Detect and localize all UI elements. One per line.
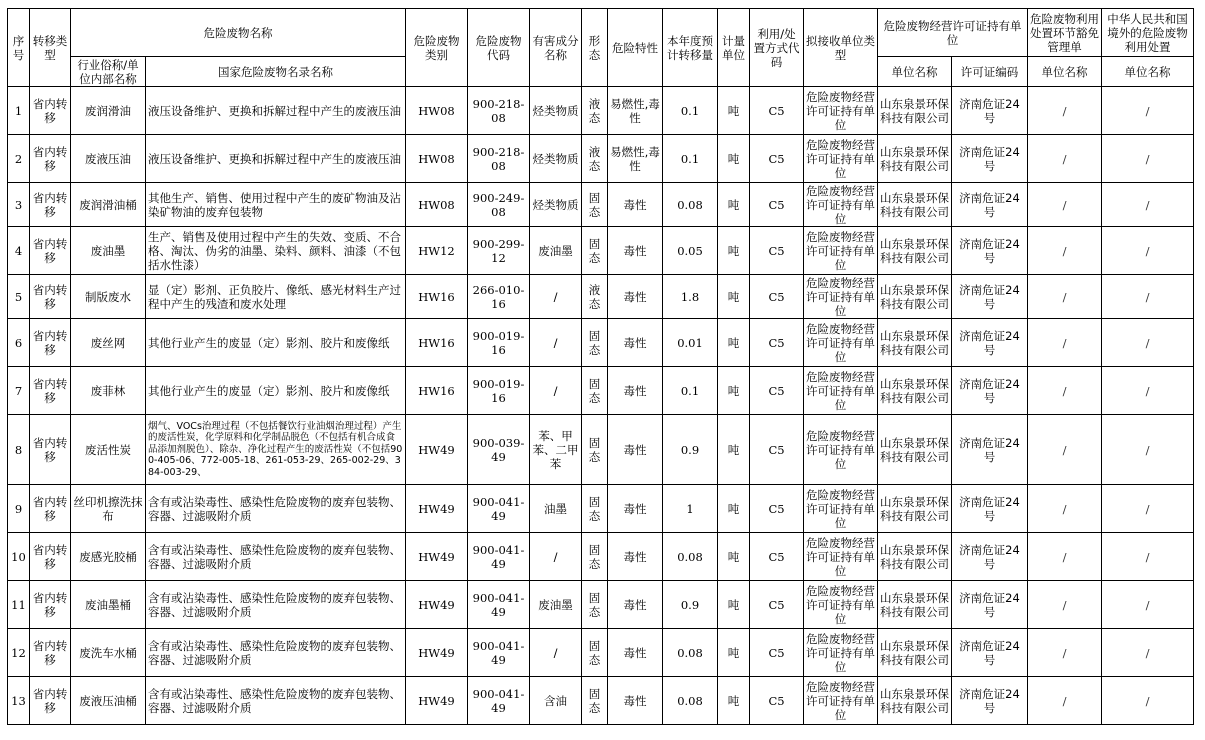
row-license-code: 济南危证24号	[952, 319, 1028, 367]
row-abroad-name: /	[1102, 677, 1194, 725]
row-licensee-name: 山东泉景环保科技有限公司	[878, 677, 952, 725]
row-method-code: C5	[750, 319, 804, 367]
row-category: HW16	[406, 367, 468, 415]
row-method-code: C5	[750, 533, 804, 581]
row-harmful: 苯、甲苯、二甲苯	[530, 415, 582, 485]
row-national-name: 烟气、VOCs治理过程（不包括餐饮行业油烟治理过程）产生的废活性炭，化学原料和化学制品脱色（不包括有机合成食品添加剂脱色）、除杂、净化过程产生的废活性炭（不包括900-405-06、772-005-18、261-053-29、265-002-29、384-003-29、	[146, 415, 406, 485]
row-licensee-name: 山东泉景环保科技有限公司	[878, 629, 952, 677]
row-category: HW08	[406, 135, 468, 183]
row-property: 毒性	[608, 415, 663, 485]
row-unit: 吨	[718, 319, 750, 367]
row-national-name: 含有或沾染毒性、感染性危险废物的废弃包装物、容器、过滤吸附介质	[146, 629, 406, 677]
header-harmful: 有害成分名称	[530, 9, 582, 87]
row-receiver-type: 危险废物经营许可证持有单位	[804, 227, 878, 275]
header-property: 危险特性	[608, 9, 663, 87]
row-method-code: C5	[750, 629, 804, 677]
row-receiver-type: 危险废物经营许可证持有单位	[804, 581, 878, 629]
row-category: HW08	[406, 183, 468, 227]
header-unit: 计量单位	[718, 9, 750, 87]
row-code: 900-041-49	[468, 677, 530, 725]
row-receiver-type: 危险废物经营许可证持有单位	[804, 367, 878, 415]
row-category: HW49	[406, 581, 468, 629]
row-unit: 吨	[718, 533, 750, 581]
row-transfer-type: 省内转移	[30, 581, 71, 629]
header-national-name: 国家危险废物名录名称	[146, 57, 406, 87]
row-waste-name: 制版废水	[71, 275, 146, 319]
row-transfer-type: 省内转移	[30, 227, 71, 275]
row-harmful: /	[530, 367, 582, 415]
row-receiver-type: 危险废物经营许可证持有单位	[804, 415, 878, 485]
row-receiver-type: 危险废物经营许可证持有单位	[804, 629, 878, 677]
table-row	[8, 485, 1194, 533]
row-exempt-name: /	[1028, 629, 1102, 677]
table-row	[8, 533, 1194, 581]
row-category: HW16	[406, 319, 468, 367]
row-method-code: C5	[750, 581, 804, 629]
row-waste-name: 废活性炭	[71, 415, 146, 485]
row-abroad-name: /	[1102, 581, 1194, 629]
row-amount: 1	[663, 485, 718, 533]
row-harmful: 烃类物质	[530, 135, 582, 183]
row-seq: 11	[8, 581, 30, 629]
row-abroad-name: /	[1102, 319, 1194, 367]
row-seq: 2	[8, 135, 30, 183]
row-national-name: 显（定）影剂、正负胶片、像纸、感光材料生产过程中产生的残渣和废水处理	[146, 275, 406, 319]
row-national-name: 其他生产、销售、使用过程中产生的废矿物油及沾染矿物油的废弃包装物	[146, 183, 406, 227]
row-license-code: 济南危证24号	[952, 275, 1028, 319]
row-property: 毒性	[608, 677, 663, 725]
row-form: 固态	[582, 319, 608, 367]
header-category: 危险废物类别	[406, 9, 468, 87]
row-exempt-name: /	[1028, 87, 1102, 135]
row-harmful: /	[530, 275, 582, 319]
row-seq: 12	[8, 629, 30, 677]
row-transfer-type: 省内转移	[30, 275, 71, 319]
row-unit: 吨	[718, 87, 750, 135]
row-amount: 0.9	[663, 415, 718, 485]
row-unit: 吨	[718, 415, 750, 485]
row-unit: 吨	[718, 485, 750, 533]
row-license-code: 济南危证24号	[952, 135, 1028, 183]
row-category: HW08	[406, 87, 468, 135]
row-national-name: 其他行业产生的废显（定）影剂、胶片和废像纸	[146, 319, 406, 367]
row-harmful: 烃类物质	[530, 87, 582, 135]
header-abroad: 中华人民共和国境外的危险废物利用处置	[1102, 9, 1194, 57]
row-form: 固态	[582, 629, 608, 677]
row-code: 900-019-16	[468, 319, 530, 367]
row-harmful: 油墨	[530, 485, 582, 533]
row-method-code: C5	[750, 485, 804, 533]
row-license-code: 济南危证24号	[952, 227, 1028, 275]
row-receiver-type: 危险废物经营许可证持有单位	[804, 135, 878, 183]
row-transfer-type: 省内转移	[30, 533, 71, 581]
row-exempt-name: /	[1028, 275, 1102, 319]
row-license-code: 济南危证24号	[952, 87, 1028, 135]
row-seq: 8	[8, 415, 30, 485]
row-receiver-type: 危险废物经营许可证持有单位	[804, 319, 878, 367]
row-exempt-name: /	[1028, 677, 1102, 725]
row-licensee-name: 山东泉景环保科技有限公司	[878, 227, 952, 275]
row-licensee-name: 山东泉景环保科技有限公司	[878, 183, 952, 227]
row-waste-name: 废菲林	[71, 367, 146, 415]
row-national-name: 含有或沾染毒性、感染性危险废物的废弃包装物、容器、过滤吸附介质	[146, 581, 406, 629]
row-code: 900-218-08	[468, 87, 530, 135]
header-waste-name: 危险废物名称	[71, 9, 406, 57]
row-license-code: 济南危证24号	[952, 183, 1028, 227]
row-property: 毒性	[608, 227, 663, 275]
row-abroad-name: /	[1102, 275, 1194, 319]
header-annual-amount: 本年度预计转移量	[663, 9, 718, 87]
row-code: 900-039-49	[468, 415, 530, 485]
row-form: 固态	[582, 415, 608, 485]
row-license-code: 济南危证24号	[952, 677, 1028, 725]
row-harmful: 烃类物质	[530, 183, 582, 227]
row-receiver-type: 危险废物经营许可证持有单位	[804, 485, 878, 533]
table-row	[8, 135, 1194, 183]
row-property: 毒性	[608, 319, 663, 367]
row-licensee-name: 山东泉景环保科技有限公司	[878, 87, 952, 135]
row-category: HW49	[406, 677, 468, 725]
row-transfer-type: 省内转移	[30, 677, 71, 725]
row-amount: 0.9	[663, 581, 718, 629]
table-row	[8, 415, 1194, 485]
row-waste-name: 废丝网	[71, 319, 146, 367]
row-seq: 1	[8, 87, 30, 135]
row-transfer-type: 省内转移	[30, 183, 71, 227]
row-exempt-name: /	[1028, 581, 1102, 629]
row-exempt-name: /	[1028, 367, 1102, 415]
row-license-code: 济南危证24号	[952, 485, 1028, 533]
row-harmful: /	[530, 319, 582, 367]
row-code: 900-249-08	[468, 183, 530, 227]
row-national-name: 含有或沾染毒性、感染性危险废物的废弃包装物、容器、过滤吸附介质	[146, 533, 406, 581]
row-abroad-name: /	[1102, 367, 1194, 415]
row-license-code: 济南危证24号	[952, 415, 1028, 485]
row-form: 固态	[582, 183, 608, 227]
table-row	[8, 677, 1194, 725]
row-national-name: 液压设备维护、更换和拆解过程中产生的废液压油	[146, 87, 406, 135]
row-harmful: 废油墨	[530, 581, 582, 629]
row-waste-name: 丝印机擦洗抹布	[71, 485, 146, 533]
row-property: 易燃性,毒性	[608, 87, 663, 135]
row-method-code: C5	[750, 135, 804, 183]
header-exempt: 危险废物利用处置环节豁免管理单	[1028, 9, 1102, 57]
row-abroad-name: /	[1102, 227, 1194, 275]
row-waste-name: 废油墨桶	[71, 581, 146, 629]
row-unit: 吨	[718, 367, 750, 415]
row-category: HW16	[406, 275, 468, 319]
row-unit: 吨	[718, 629, 750, 677]
row-category: HW12	[406, 227, 468, 275]
row-property: 毒性	[608, 275, 663, 319]
row-exempt-name: /	[1028, 227, 1102, 275]
row-waste-name: 废液压油	[71, 135, 146, 183]
row-licensee-name: 山东泉景环保科技有限公司	[878, 367, 952, 415]
row-licensee-name: 山东泉景环保科技有限公司	[878, 319, 952, 367]
row-property: 易燃性,毒性	[608, 135, 663, 183]
row-property: 毒性	[608, 367, 663, 415]
row-form: 液态	[582, 275, 608, 319]
row-exempt-name: /	[1028, 485, 1102, 533]
row-exempt-name: /	[1028, 415, 1102, 485]
row-transfer-type: 省内转移	[30, 629, 71, 677]
row-amount: 0.08	[663, 533, 718, 581]
header-code: 危险废物代码	[468, 9, 530, 87]
row-code: 900-299-12	[468, 227, 530, 275]
row-form: 固态	[582, 533, 608, 581]
header-industry-name: 行业俗称/单位内部名称	[71, 57, 146, 87]
row-method-code: C5	[750, 87, 804, 135]
row-category: HW49	[406, 629, 468, 677]
row-amount: 0.1	[663, 135, 718, 183]
row-licensee-name: 山东泉景环保科技有限公司	[878, 135, 952, 183]
row-licensee-name: 山东泉景环保科技有限公司	[878, 415, 952, 485]
row-form: 液态	[582, 135, 608, 183]
row-code: 266-010-16	[468, 275, 530, 319]
row-seq: 13	[8, 677, 30, 725]
row-amount: 0.08	[663, 677, 718, 725]
header-abroad-name: 单位名称	[1102, 57, 1194, 87]
header-licensee-name: 单位名称	[878, 57, 952, 87]
row-receiver-type: 危险废物经营许可证持有单位	[804, 533, 878, 581]
row-method-code: C5	[750, 367, 804, 415]
row-category: HW49	[406, 415, 468, 485]
row-amount: 0.1	[663, 367, 718, 415]
row-seq: 10	[8, 533, 30, 581]
row-form: 固态	[582, 677, 608, 725]
row-license-code: 济南危证24号	[952, 367, 1028, 415]
row-transfer-type: 省内转移	[30, 367, 71, 415]
row-harmful: /	[530, 629, 582, 677]
row-code: 900-041-49	[468, 533, 530, 581]
row-exempt-name: /	[1028, 319, 1102, 367]
row-waste-name: 废油墨	[71, 227, 146, 275]
table-body	[8, 87, 1194, 725]
table-row	[8, 87, 1194, 135]
row-category: HW49	[406, 485, 468, 533]
table-row	[8, 183, 1194, 227]
row-property: 毒性	[608, 485, 663, 533]
row-transfer-type: 省内转移	[30, 319, 71, 367]
row-licensee-name: 山东泉景环保科技有限公司	[878, 485, 952, 533]
row-license-code: 济南危证24号	[952, 581, 1028, 629]
row-receiver-type: 危险废物经营许可证持有单位	[804, 183, 878, 227]
row-licensee-name: 山东泉景环保科技有限公司	[878, 275, 952, 319]
row-property: 毒性	[608, 533, 663, 581]
row-property: 毒性	[608, 581, 663, 629]
table-row	[8, 629, 1194, 677]
row-licensee-name: 山东泉景环保科技有限公司	[878, 533, 952, 581]
header-form: 形态	[582, 9, 608, 87]
row-unit: 吨	[718, 183, 750, 227]
row-amount: 0.1	[663, 87, 718, 135]
header-licensee-code: 许可证编码	[952, 57, 1028, 87]
row-form: 固态	[582, 367, 608, 415]
row-national-name: 其他行业产生的废显（定）影剂、胶片和废像纸	[146, 367, 406, 415]
row-harmful: 含油	[530, 677, 582, 725]
row-code: 900-019-16	[468, 367, 530, 415]
row-code: 900-041-49	[468, 485, 530, 533]
row-amount: 0.08	[663, 629, 718, 677]
row-form: 固态	[582, 485, 608, 533]
row-form: 固态	[582, 227, 608, 275]
row-code: 900-218-08	[468, 135, 530, 183]
row-amount: 0.08	[663, 183, 718, 227]
row-unit: 吨	[718, 275, 750, 319]
table-row	[8, 319, 1194, 367]
table-row	[8, 275, 1194, 319]
row-transfer-type: 省内转移	[30, 485, 71, 533]
row-license-code: 济南危证24号	[952, 533, 1028, 581]
row-method-code: C5	[750, 415, 804, 485]
row-amount: 0.01	[663, 319, 718, 367]
row-unit: 吨	[718, 135, 750, 183]
row-seq: 9	[8, 485, 30, 533]
row-seq: 5	[8, 275, 30, 319]
row-code: 900-041-49	[468, 581, 530, 629]
row-seq: 6	[8, 319, 30, 367]
row-licensee-name: 山东泉景环保科技有限公司	[878, 581, 952, 629]
row-transfer-type: 省内转移	[30, 87, 71, 135]
row-waste-name: 废洗车水桶	[71, 629, 146, 677]
header-method-code: 利用/处置方式代码	[750, 9, 804, 87]
row-abroad-name: /	[1102, 415, 1194, 485]
header-transfer-type: 转移类型	[30, 9, 71, 87]
header-licensee: 危险废物经营许可证持有单位	[878, 9, 1028, 57]
row-exempt-name: /	[1028, 183, 1102, 227]
row-amount: 1.8	[663, 275, 718, 319]
header-exempt-name: 单位名称	[1028, 57, 1102, 87]
row-national-name: 液压设备维护、更换和拆解过程中产生的废液压油	[146, 135, 406, 183]
table-row	[8, 227, 1194, 275]
row-receiver-type: 危险废物经营许可证持有单位	[804, 87, 878, 135]
row-method-code: C5	[750, 183, 804, 227]
row-category: HW49	[406, 533, 468, 581]
row-abroad-name: /	[1102, 629, 1194, 677]
row-unit: 吨	[718, 677, 750, 725]
row-exempt-name: /	[1028, 533, 1102, 581]
row-abroad-name: /	[1102, 135, 1194, 183]
row-abroad-name: /	[1102, 533, 1194, 581]
row-code: 900-041-49	[468, 629, 530, 677]
row-seq: 3	[8, 183, 30, 227]
row-harmful: 废油墨	[530, 227, 582, 275]
row-license-code: 济南危证24号	[952, 629, 1028, 677]
row-unit: 吨	[718, 581, 750, 629]
row-property: 毒性	[608, 183, 663, 227]
row-waste-name: 废液压油桶	[71, 677, 146, 725]
row-seq: 4	[8, 227, 30, 275]
header-seq: 序号	[8, 9, 30, 87]
row-form: 液态	[582, 87, 608, 135]
row-national-name: 生产、销售及使用过程中产生的失效、变质、不合格、淘汰、伪劣的油墨、染料、颜料、油漆（不包括水性漆）	[146, 227, 406, 275]
row-abroad-name: /	[1102, 87, 1194, 135]
row-abroad-name: /	[1102, 485, 1194, 533]
hazardous-waste-table	[7, 8, 1194, 725]
header-receiver-type: 拟接收单位类型	[804, 9, 878, 87]
row-exempt-name: /	[1028, 135, 1102, 183]
row-national-name: 含有或沾染毒性、感染性危险废物的废弃包装物、容器、过滤吸附介质	[146, 677, 406, 725]
row-transfer-type: 省内转移	[30, 135, 71, 183]
row-seq: 7	[8, 367, 30, 415]
row-property: 毒性	[608, 629, 663, 677]
row-transfer-type: 省内转移	[30, 415, 71, 485]
row-national-name: 含有或沾染毒性、感染性危险废物的废弃包装物、容器、过滤吸附介质	[146, 485, 406, 533]
table-row	[8, 581, 1194, 629]
row-harmful: /	[530, 533, 582, 581]
row-form: 固态	[582, 581, 608, 629]
row-method-code: C5	[750, 227, 804, 275]
row-unit: 吨	[718, 227, 750, 275]
row-receiver-type: 危险废物经营许可证持有单位	[804, 677, 878, 725]
row-method-code: C5	[750, 677, 804, 725]
table-row	[8, 367, 1194, 415]
row-waste-name: 废润滑油	[71, 87, 146, 135]
row-receiver-type: 危险废物经营许可证持有单位	[804, 275, 878, 319]
row-waste-name: 废润滑油桶	[71, 183, 146, 227]
row-amount: 0.05	[663, 227, 718, 275]
row-waste-name: 废感光胶桶	[71, 533, 146, 581]
row-method-code: C5	[750, 275, 804, 319]
row-abroad-name: /	[1102, 183, 1194, 227]
